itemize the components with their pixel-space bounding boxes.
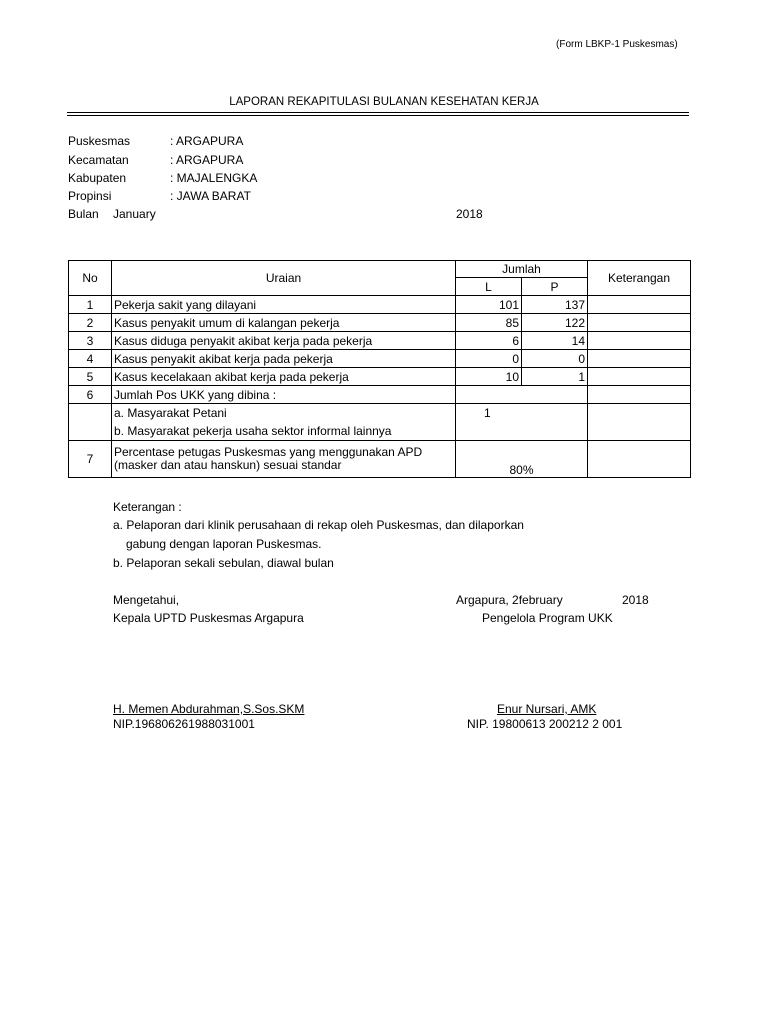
kecamatan-label: Kecamatan: [68, 153, 129, 167]
header-no: No: [69, 261, 112, 296]
row-no: 2: [69, 314, 112, 332]
item-sektor-informal: b. Masyarakat pekerja usaha sektor informal lainnya: [114, 424, 392, 438]
row-keterangan: [588, 441, 691, 478]
row-keterangan: [588, 296, 691, 314]
table-row: [69, 296, 691, 314]
bulan-value: January: [113, 207, 156, 221]
item-petani-value: 1: [484, 406, 491, 420]
apd-line-1: Percentase petugas Puskesmas yang menggunakan APD: [114, 445, 423, 459]
table-row-apd: [69, 441, 691, 478]
signature-right-name: Enur Nursari, AMK: [497, 702, 597, 716]
table-row-pos-ukk: [69, 386, 691, 404]
note-a-line2: gabung dengan laporan Puskesmas.: [126, 537, 322, 551]
row-uraian: Kasus diduga penyakit akibat kerja pada pekerja: [112, 332, 456, 350]
signature-left-heading: Mengetahui,: [113, 593, 180, 607]
row-keterangan: [588, 386, 691, 404]
signature-left-nip: NIP.196806261988031001: [113, 717, 255, 731]
row-keterangan: [588, 368, 691, 386]
item-masyarakat-petani: a. Masyarakat Petani: [114, 406, 227, 420]
row-keterangan: [588, 404, 691, 441]
row-p-value: 122: [522, 314, 588, 332]
row-uraian-items: [112, 404, 456, 441]
row-jumlah-items: [456, 404, 588, 441]
row-uraian: Jumlah Pos UKK yang dibina :: [112, 386, 456, 404]
header-keterangan: Keterangan: [588, 261, 691, 296]
table-row: [69, 350, 691, 368]
title-rule: [67, 115, 689, 116]
report-table: [68, 260, 691, 478]
report-title: LAPORAN REKAPITULASI BULANAN KESEHATAN KERJA: [229, 96, 539, 108]
row-l-value: 0: [456, 350, 522, 368]
puskesmas-value: : ARGAPURA: [170, 134, 244, 148]
signature-right-nip: NIP. 19800613 200212 2 001: [467, 717, 623, 731]
row-no: 5: [69, 368, 112, 386]
puskesmas-label: Puskesmas: [68, 134, 131, 148]
table-row: [69, 332, 691, 350]
table-row: [69, 368, 691, 386]
kecamatan-value: : ARGAPURA: [170, 153, 244, 167]
notes-heading: Keterangan :: [113, 500, 182, 514]
report-year: 2018: [456, 207, 483, 221]
row-keterangan: [588, 350, 691, 368]
row-keterangan: [588, 332, 691, 350]
apd-percentage: 80%: [456, 441, 588, 478]
row-p-value: 14: [522, 332, 588, 350]
header-l: L: [456, 278, 522, 296]
table-header-row: [69, 261, 691, 278]
kabupaten-value: : MAJALENGKA: [170, 171, 258, 185]
row-p-value: 1: [522, 368, 588, 386]
row-uraian: Kasus penyakit umum di kalangan pekerja: [112, 314, 456, 332]
row-l-value: 85: [456, 314, 522, 332]
row-p-value: 0: [522, 350, 588, 368]
apd-line-2: (masker dan atau hanskun) sesuai standar: [114, 458, 342, 472]
row-l-value: 6: [456, 332, 522, 350]
row-jumlah: [456, 386, 588, 404]
row-no: 4: [69, 350, 112, 368]
row-uraian: [112, 441, 456, 478]
title-rule: [67, 112, 689, 113]
signature-left-name: H. Memen Abdurahman,S.Sos.SKM: [113, 702, 305, 716]
table-row: [69, 314, 691, 332]
row-l-value: 101: [456, 296, 522, 314]
row-uraian: Kasus penyakit akibat kerja pada pekerja: [112, 350, 456, 368]
row-no: 7: [69, 441, 112, 478]
form-code: (Form LBKP-1 Puskesmas): [556, 39, 678, 50]
bulan-label: Bulan: [68, 207, 99, 221]
row-l-value: 10: [456, 368, 522, 386]
kabupaten-label: Kabupaten: [68, 171, 127, 185]
header-uraian: Uraian: [112, 261, 456, 296]
propinsi-label: Propinsi: [68, 189, 112, 203]
header-p: P: [522, 278, 588, 296]
row-keterangan: [588, 314, 691, 332]
note-b: b. Pelaporan sekali sebulan, diawal bulan: [113, 556, 334, 570]
propinsi-value: : JAWA BARAT: [170, 189, 251, 203]
note-a-line1: a. Pelaporan dari klinik perusahaan di rekap oleh Puskesmas, dan dilaporkan: [113, 518, 524, 532]
row-no: 1: [69, 296, 112, 314]
row-no: [69, 404, 112, 441]
signature-year: 2018: [622, 593, 649, 607]
signature-left-title: Kepala UPTD Puskesmas Argapura: [113, 611, 304, 625]
row-uraian: Pekerja sakit yang dilayani: [112, 296, 456, 314]
table-row-pos-ukk-items: [69, 404, 691, 441]
signature-right-title: Pengelola Program UKK: [482, 611, 613, 625]
row-uraian: Kasus kecelakaan akibat kerja pada pekerja: [112, 368, 456, 386]
header-jumlah: Jumlah: [456, 261, 588, 278]
row-no: 3: [69, 332, 112, 350]
row-no: 6: [69, 386, 112, 404]
row-p-value: 137: [522, 296, 588, 314]
signature-place-date: Argapura, 2february: [456, 593, 563, 607]
